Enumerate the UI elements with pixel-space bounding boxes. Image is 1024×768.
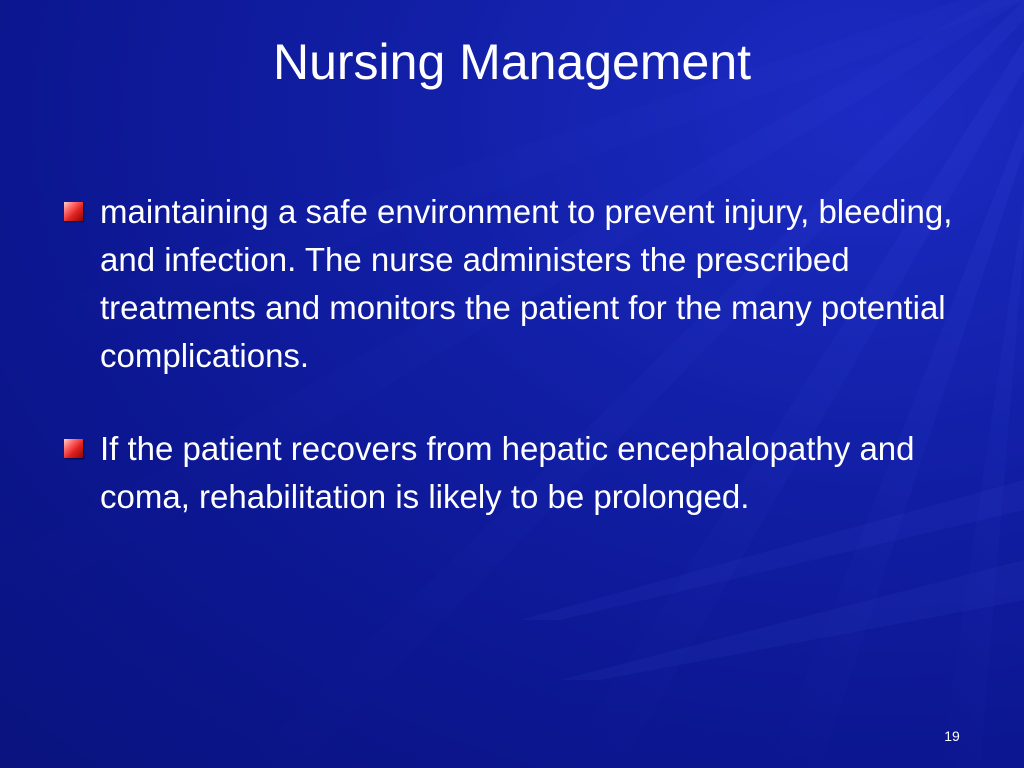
red-square-bullet-icon <box>64 202 83 221</box>
slide-title: Nursing Management <box>272 34 752 90</box>
red-square-bullet-icon <box>64 439 83 458</box>
bullet-text: maintaining a safe environment to prevent injury, bleeding, and infection. The nurse administers the prescribed treatments and monitors the patient for the many potential complications. <box>100 193 953 374</box>
bullet-list <box>62 188 974 566</box>
bullet-item <box>62 425 974 521</box>
page-number: 19 <box>944 728 960 744</box>
bullet-text: If the patient recovers from hepatic encephalopathy and coma, rehabilitation is likely to be prolonged. <box>100 430 915 515</box>
bullet-item <box>62 188 974 380</box>
